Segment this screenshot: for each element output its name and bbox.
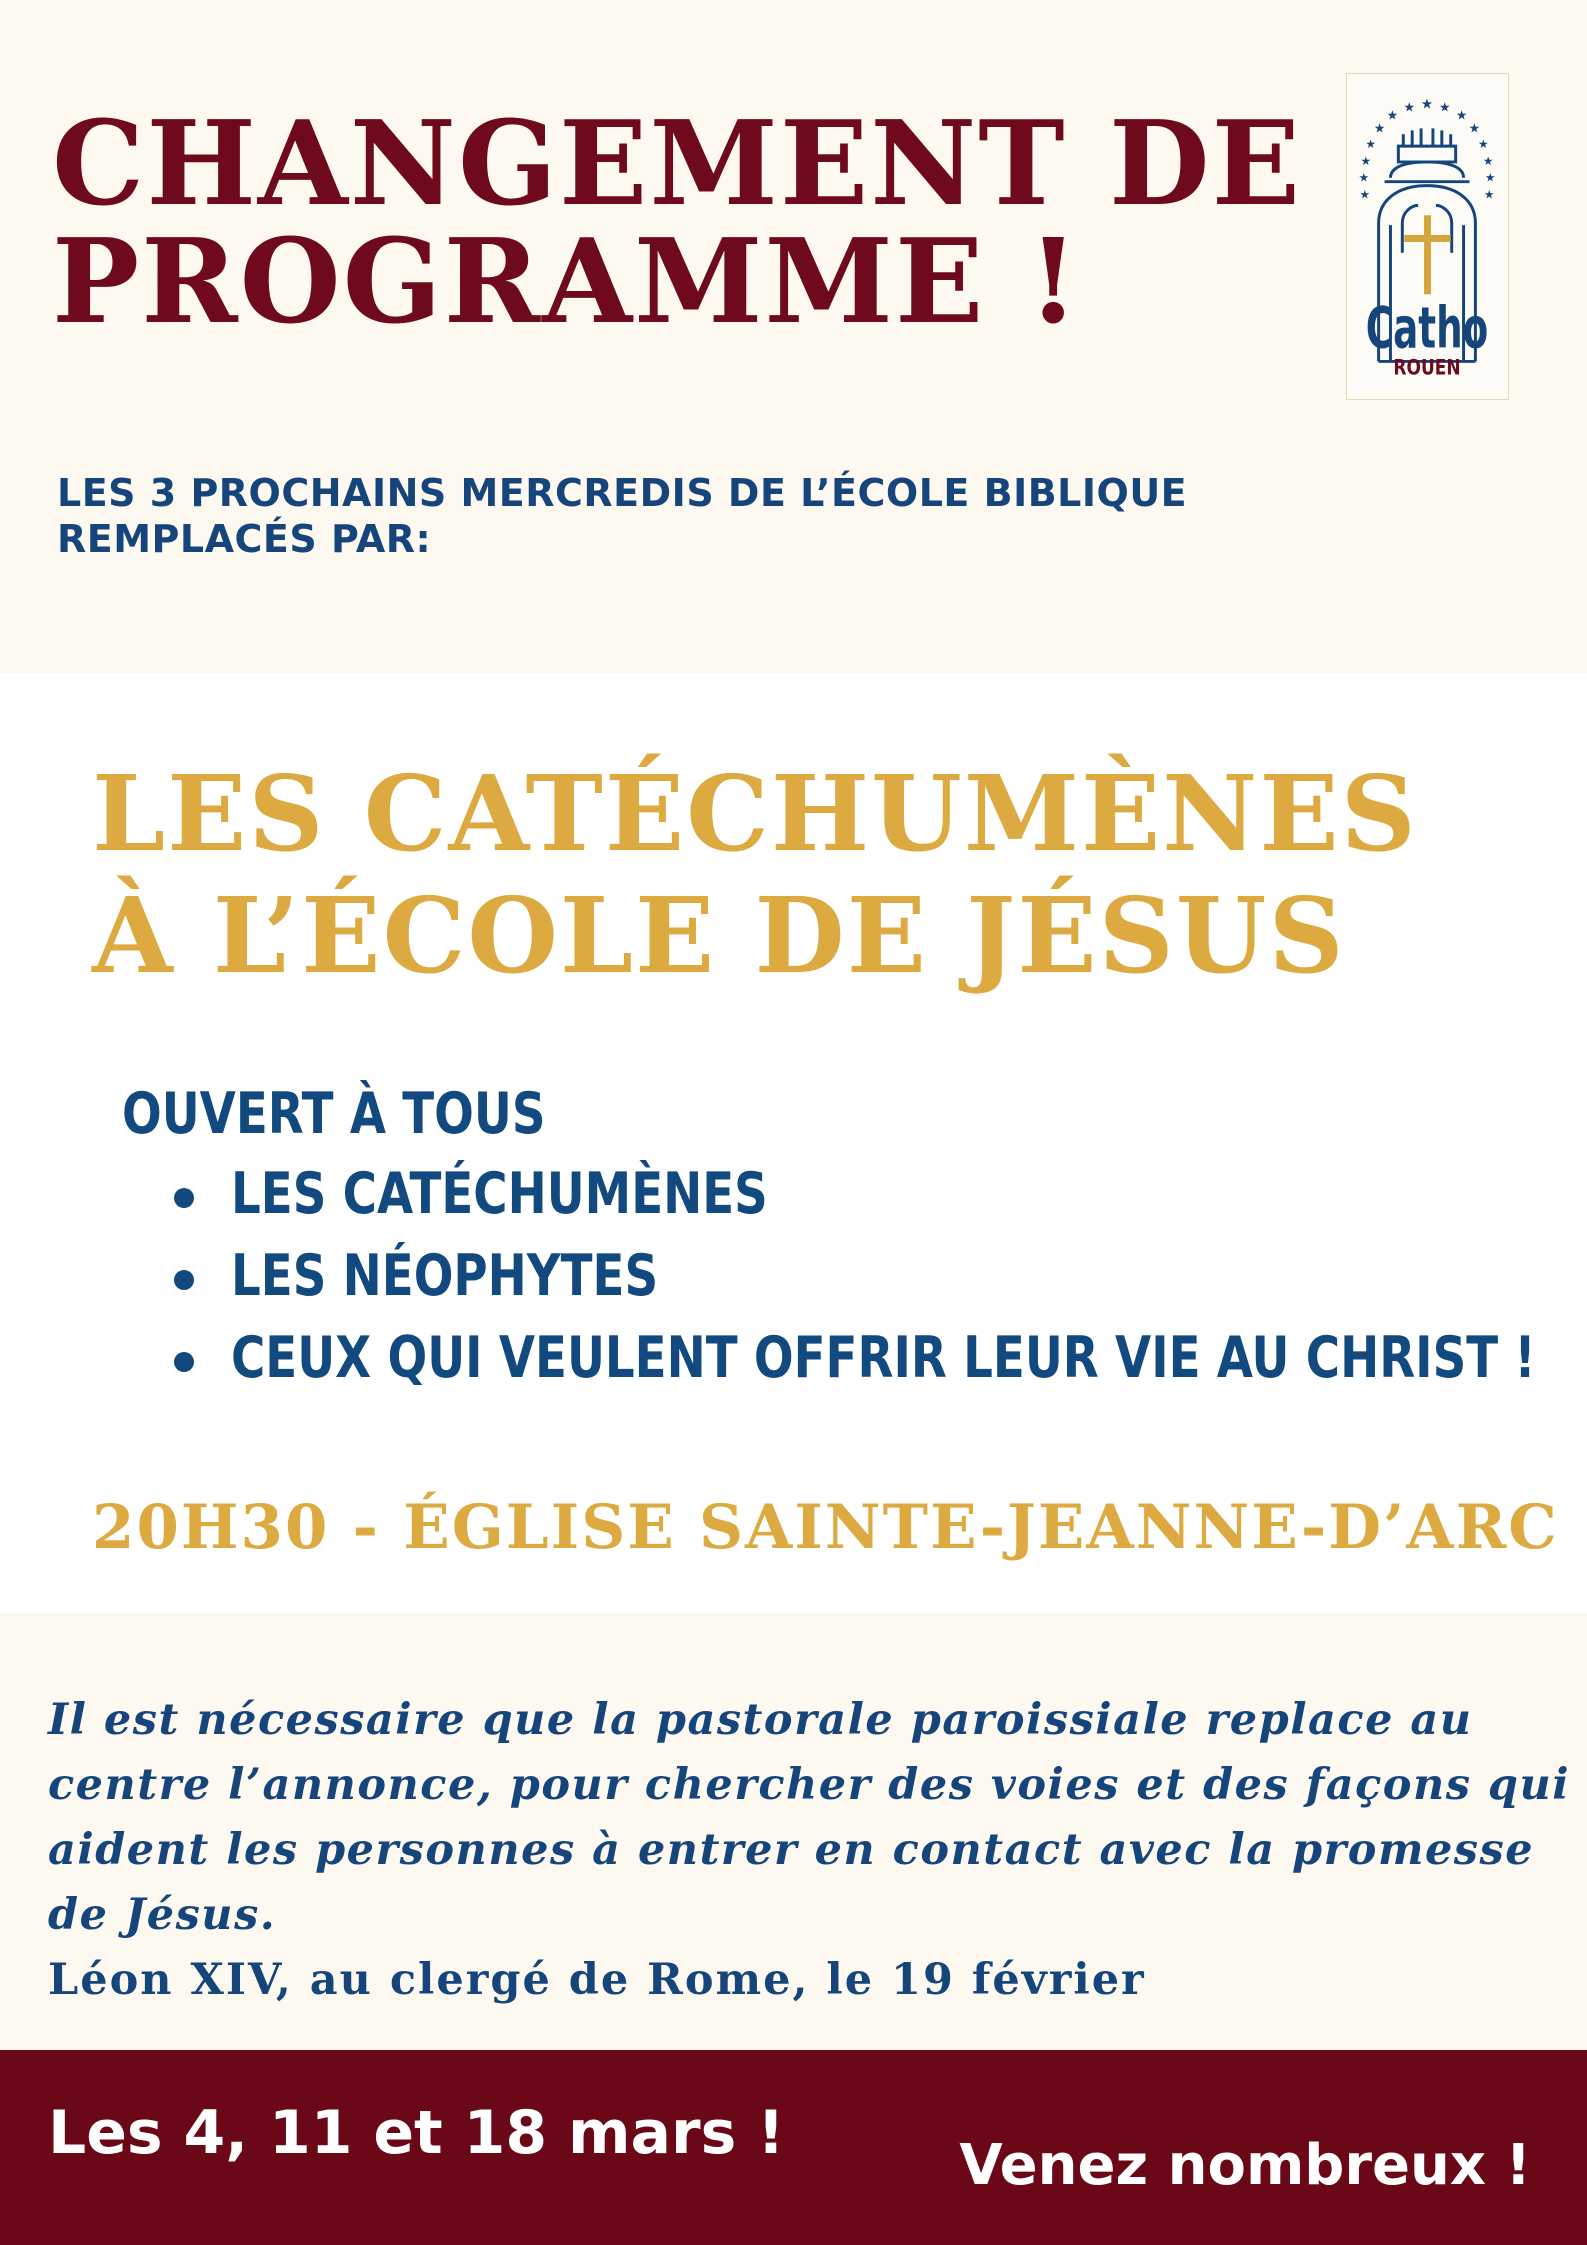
svg-text:★: ★ (1420, 96, 1434, 113)
page-title-line-1: CHANGEMENT DE (52, 96, 1303, 232)
bullet-icon (174, 1188, 194, 1208)
bullet-icon (174, 1352, 194, 1372)
quote-line-4: de Jésus. (48, 1890, 277, 1940)
quote-line-1: Il est nécessaire que la pastorale paroissiale replace au (48, 1695, 1473, 1745)
event-title-line-1: LES CATÉCHUMÈNES (92, 752, 1418, 875)
svg-text:★: ★ (1359, 187, 1371, 202)
logo-text-main: Catho (1365, 294, 1489, 362)
svg-text:★: ★ (1360, 153, 1372, 168)
time-location: 20H30 - ÉGLISE SAINTE-JEANNE-D’ARC (92, 1492, 1559, 1563)
page-title (52, 96, 1303, 350)
svg-text:★: ★ (1373, 121, 1386, 137)
event-title-line-2: À L’ÉCOLE DE JÉSUS (92, 874, 1346, 997)
subtitle (57, 470, 1337, 562)
svg-text:★: ★ (1439, 100, 1451, 116)
audience-heading: OUVERT À TOUS (122, 1081, 546, 1147)
svg-text:★: ★ (1365, 137, 1377, 152)
quote-line-2: centre l’annonce, pour chercher des voies et des façons qui (48, 1760, 1571, 1810)
bullet-icon (174, 1270, 194, 1290)
svg-text:★: ★ (1455, 108, 1468, 124)
list-item-text: LES CATÉCHUMÈNES (231, 1161, 768, 1227)
svg-text:★: ★ (1358, 170, 1370, 185)
svg-text:★: ★ (1483, 187, 1495, 202)
logo-text-sub: ROUEN (1393, 355, 1461, 381)
catho-rouen-logo (1346, 73, 1509, 400)
call-to-action: Venez nombreux ! (959, 2133, 1531, 2198)
event-dates: Les 4, 11 et 18 mars ! (48, 2098, 785, 2168)
svg-text:★: ★ (1386, 108, 1399, 124)
quote-text (48, 1688, 1571, 1948)
subtitle-line-1: LES 3 PROCHAINS MERCREDIS DE L’ÉCOLE BIBLIQUE (57, 471, 1188, 515)
svg-text:★: ★ (1403, 100, 1415, 116)
cathedral-cross-icon (1347, 74, 1508, 399)
subtitle-line-2: REMPLACÉS PAR: (57, 517, 432, 561)
quote-source: Léon XIV, au clergé de Rome, le 19 février (48, 1955, 1146, 2005)
cross-horizontal (1404, 235, 1450, 242)
svg-text:★: ★ (1468, 121, 1481, 137)
list-item-text: LES NÉOPHYTES (231, 1243, 659, 1309)
page-title-line-2: PROGRAMME ! (52, 214, 1081, 350)
list-item-text: CEUX QUI VEULENT OFFRIR LEUR VIE AU CHRIST ! (231, 1325, 1536, 1391)
svg-text:★: ★ (1477, 137, 1489, 152)
svg-text:★: ★ (1482, 153, 1494, 168)
event-title (92, 753, 1552, 997)
quote-line-3: aident les personnes à entrer en contact avec la promesse (48, 1825, 1535, 1875)
svg-text:★: ★ (1484, 170, 1496, 185)
cross-vertical (1424, 215, 1431, 294)
